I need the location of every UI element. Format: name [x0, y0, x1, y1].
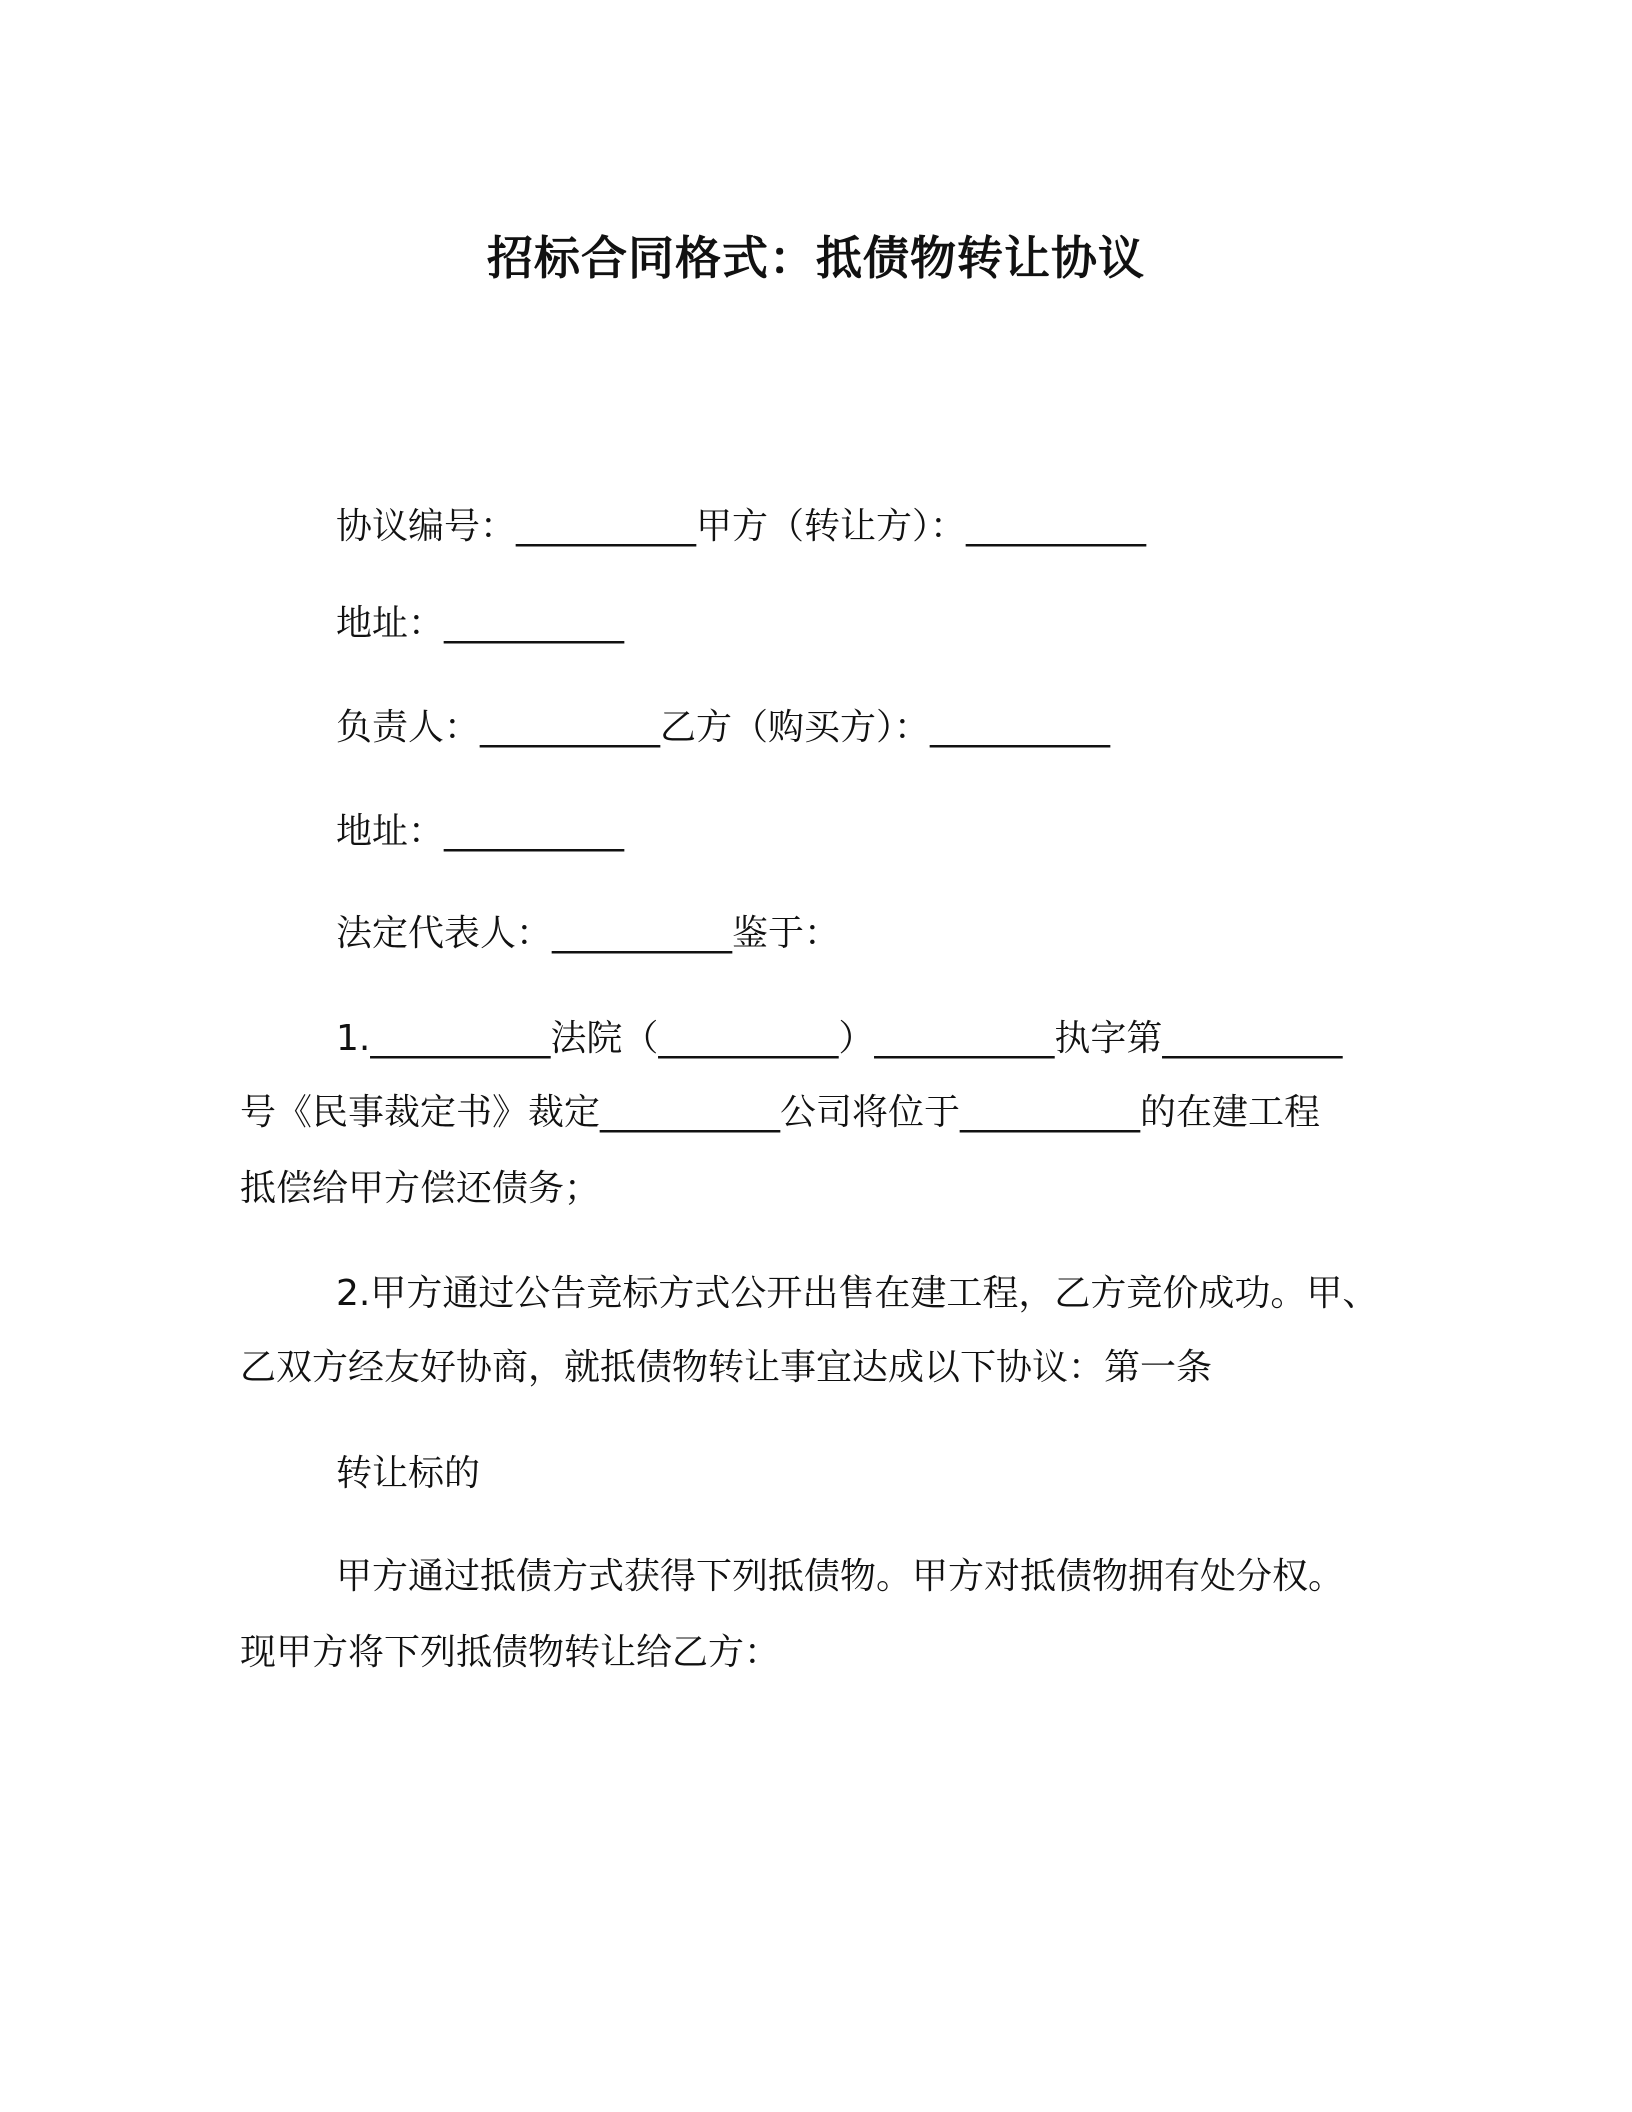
article-body-line-1: 甲方通过抵债方式获得下列抵债物。甲方对抵债物拥有处分权。 [336, 1556, 1345, 1597]
party-b-address-line: 地址：__________ [336, 811, 625, 852]
article-heading: 转让标的 [336, 1453, 481, 1494]
whereas-clause-2-line-1: 2.甲方通过公告竞标方式公开出售在建工程，乙方竞价成功。甲、 [336, 1273, 1379, 1314]
whereas-clause-1-line-3: 抵偿给甲方偿还债务； [240, 1168, 601, 1209]
article-body-line-2: 现甲方将下列抵债物转让给乙方： [240, 1632, 781, 1673]
whereas-clause-2-line-2: 乙双方经友好协商，就抵债物转让事宜达成以下协议：第一条 [240, 1347, 1213, 1388]
document-title: 招标合同格式：抵债物转让协议 [487, 231, 1145, 285]
agreement-number-party-a-line: 协议编号：__________甲方（转让方）：__________ [336, 506, 1147, 547]
whereas-clause-1-line-2: 号《民事裁定书》裁定__________公司将位于__________的在建工程 [240, 1092, 1321, 1133]
legal-representative-line: 法定代表人：__________鉴于： [336, 913, 841, 954]
responsible-person-party-b-line: 负责人：__________乙方（购买方）：__________ [336, 707, 1111, 748]
whereas-clause-1-line-1: 1.__________法院（__________）__________执字第__________ [336, 1018, 1343, 1059]
party-a-address-line: 地址：__________ [336, 603, 625, 644]
